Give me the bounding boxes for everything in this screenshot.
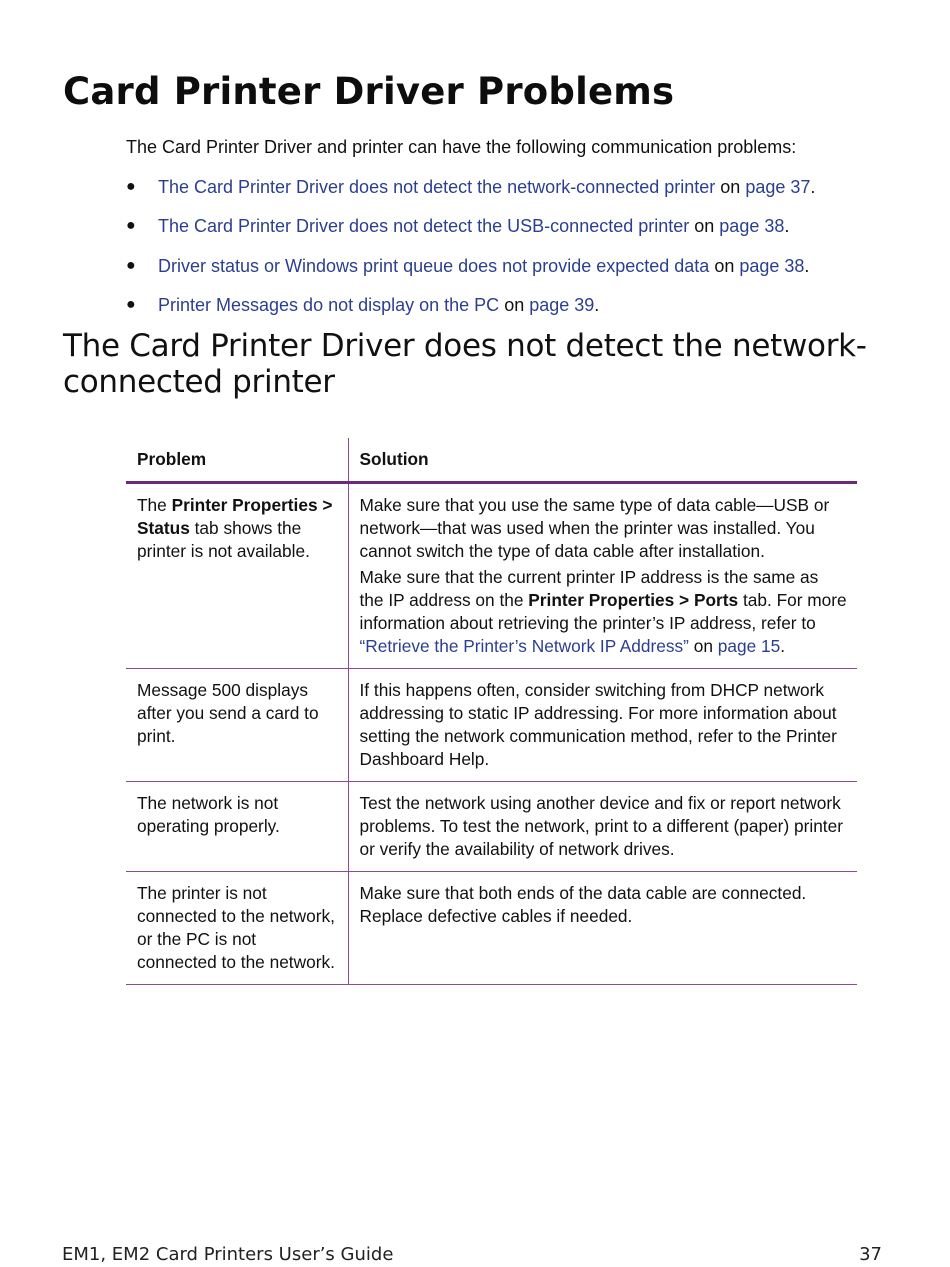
solution-cell: If this happens often, consider switching from DHCP network addressing to static IP addressing. For more information about setting the network communication method, refer to the Printer Dashboard Help.: [348, 669, 857, 782]
problem-cell: Message 500 displays after you send a card to print.: [126, 669, 348, 782]
page-link[interactable]: page 39: [529, 294, 595, 315]
solution-bold-text: Printer Properties > Ports: [528, 590, 739, 610]
section-title: [63, 328, 867, 400]
on-text: on: [709, 255, 740, 276]
intro-text: The Card Printer Driver and printer can have the following communication problems:: [126, 137, 797, 157]
page-link[interactable]: page 38: [739, 255, 805, 276]
problem-cell: [126, 483, 348, 669]
period: .: [780, 636, 786, 656]
on-text: on: [689, 216, 720, 237]
list-item: [126, 293, 815, 332]
problem-solution-table: [126, 438, 857, 985]
bullet-icon: ●: [126, 178, 136, 195]
problem-bold-text: Printer Properties > Status: [137, 495, 333, 538]
solution-cell: Test the network using another device and fix or report network problems. To test the network, print to a different (paper) printer or verify the availability of network drives.: [348, 782, 857, 872]
table-header-row: [126, 438, 857, 483]
link-network-printer[interactable]: The Card Printer Driver does not detect the network-connected printer: [158, 177, 716, 197]
page-link[interactable]: page 37: [745, 177, 811, 197]
table-row: [126, 669, 857, 782]
on-text: on: [715, 177, 746, 197]
table-row: [126, 483, 857, 669]
problem-link-list: [126, 175, 815, 332]
solution-paragraph: Make sure that you use the same type of data cable—USB or network—that was used when the printer was installed. You cannot switch the type of data cable after installation.: [359, 495, 830, 561]
bullet-icon: ●: [126, 295, 136, 313]
on-text: on: [688, 636, 718, 656]
list-item: [126, 214, 815, 253]
link-driver-status[interactable]: Driver status or Windows print queue does not provide expected data: [158, 255, 710, 276]
period: .: [804, 255, 810, 276]
page-title: Card Printer Driver Problems: [63, 70, 675, 113]
solution-text: Make sure that the current printer IP address is the same as the IP address on the: [359, 567, 819, 610]
table-row: [126, 782, 857, 872]
header-solution: Solution: [348, 438, 857, 483]
footer-page-number: 37: [859, 1244, 882, 1265]
solution-text: tab. For more information about retrieving the printer’s IP address, refer to: [359, 590, 847, 633]
link-usb-printer[interactable]: The Card Printer Driver does not detect the USB-connected printer: [158, 216, 690, 237]
on-text: on: [499, 294, 530, 315]
section-title-line2: connected printer: [63, 364, 335, 400]
bullet-icon: ●: [126, 217, 136, 235]
period: .: [594, 294, 600, 315]
page-link[interactable]: page 15: [717, 636, 781, 656]
problem-cell: The printer is not connected to the network, or the PC is not connected to the network.: [126, 872, 348, 985]
period: .: [784, 216, 790, 237]
list-item: [126, 254, 815, 293]
footer-guide-title: EM1, EM2 Card Printers User’s Guide: [62, 1244, 394, 1265]
problem-cell: The network is not operating properly.: [126, 782, 348, 872]
page-link[interactable]: page 38: [719, 216, 785, 237]
retrieve-ip-link[interactable]: “Retrieve the Printer’s Network IP Address”: [359, 636, 689, 656]
solution-cell: Make sure that both ends of the data cable are connected. Replace defective cables if needed.: [348, 872, 857, 985]
bullet-icon: ●: [126, 256, 136, 274]
table-row: [126, 872, 857, 985]
solution-paragraph: [360, 566, 848, 658]
problem-text: The: [137, 495, 172, 515]
section-title-line1: The Card Printer Driver does not detect the network-: [63, 328, 867, 364]
problem-text: tab shows the printer is not available.: [137, 518, 310, 561]
solution-cell: [348, 483, 857, 669]
period: .: [810, 177, 816, 197]
list-item: [126, 175, 815, 214]
link-printer-messages[interactable]: Printer Messages do not display on the PC: [158, 294, 500, 315]
header-problem: Problem: [126, 438, 348, 483]
